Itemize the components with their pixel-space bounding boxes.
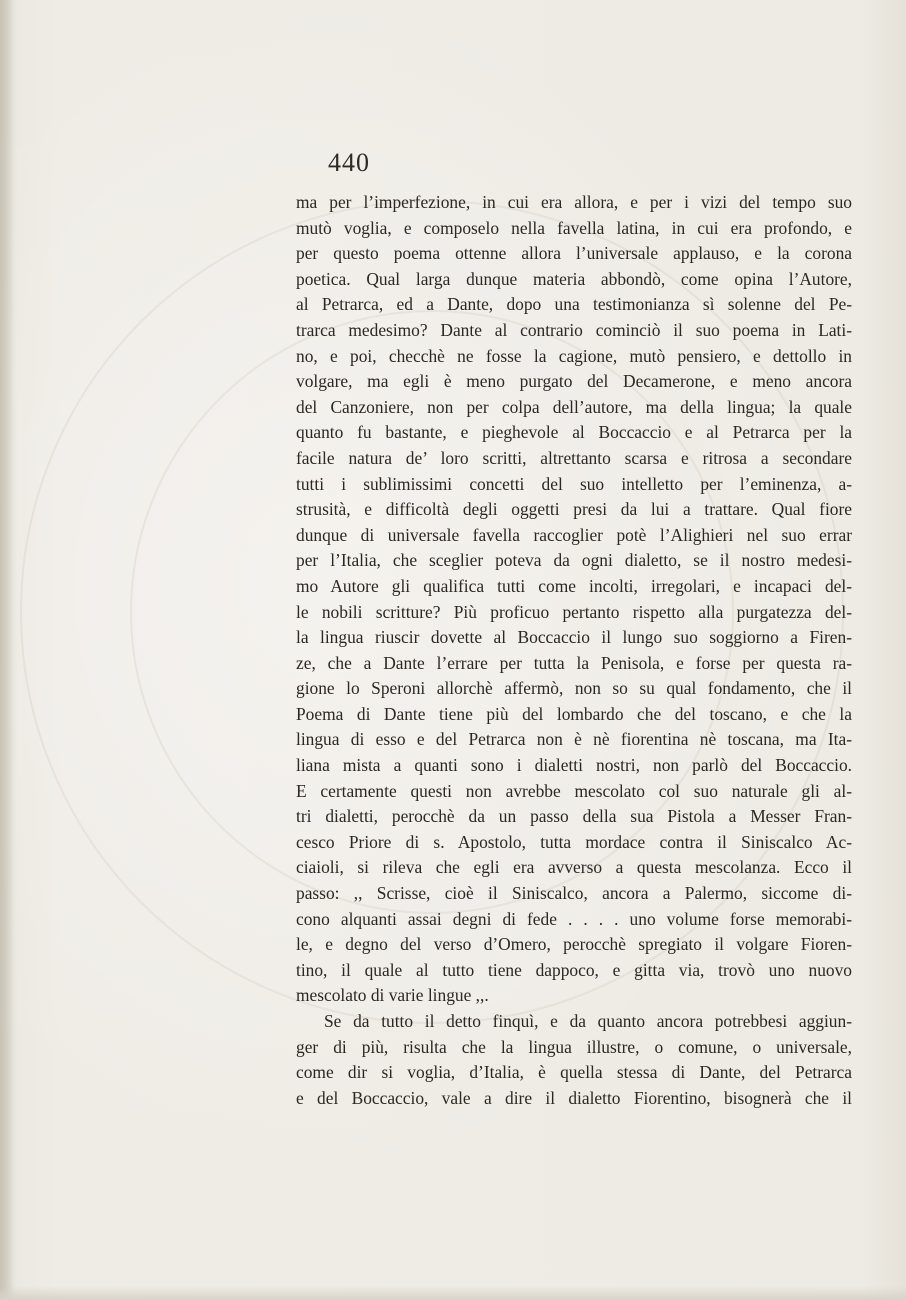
- text-line: passo: ,, Scrisse, cioè il Siniscalco, ancora a Palermo, siccome di-: [296, 883, 852, 904]
- text-line: per l’Italia, che sceglier poteva da ogni dialetto, se il nostro medesi-: [296, 550, 852, 571]
- text-line: E certamente questi non avrebbe mescolato col suo naturale gli al-: [296, 780, 852, 801]
- text-line: tino, il quale al tutto tiene dappoco, e gitta via, trovò uno nuovo: [296, 959, 852, 980]
- text-line: del Canzoniere, non per colpa dell’autore, ma della lingua; la quale: [296, 396, 852, 417]
- text-line: le, e degno del verso d’Omero, perocchè spregiato il volgare Fioren-: [296, 934, 852, 955]
- text-line: mutò voglia, e composelo nella favella latina, in cui era profondo, e: [296, 217, 852, 238]
- text-line: liana mista a quanti sono i dialetti nostri, non parlò del Boccaccio.: [296, 755, 852, 776]
- text-line: strusità, e difficoltà degli oggetti presi da lui a trattare. Qual fiore: [296, 499, 852, 520]
- text-line: gione lo Speroni allorchè affermò, non so su qual fondamento, che il: [296, 678, 852, 699]
- text-line: come dir si voglia, d’Italia, è quella stessa di Dante, del Petrarca: [296, 1062, 852, 1083]
- text-line: e del Boccaccio, vale a dire il dialetto Fiorentino, bisognerà che il: [296, 1087, 852, 1108]
- page-number: 440: [328, 148, 370, 177]
- text-line: per questo poema ottenne allora l’universale applauso, e la corona: [296, 243, 852, 264]
- text-line: ciaioli, si rileva che egli era avverso a questa mescolanza. Ecco il: [296, 857, 852, 878]
- text-line: al Petrarca, ed a Dante, dopo una testimonianza sì solenne del Pe-: [296, 294, 852, 315]
- text-line: dunque di universale favella raccoglier potè l’Alighieri nel suo errar: [296, 524, 852, 545]
- binding-edge: [0, 0, 14, 1300]
- text-line: lingua di esso e del Petrarca non è nè fiorentina nè toscana, ma Ita-: [296, 729, 852, 750]
- text-line: volgare, ma egli è meno purgato del Decamerone, e meno ancora: [296, 371, 852, 392]
- text-line: tutti i sublimissimi concetti del suo intelletto per l’eminenza, a-: [296, 473, 852, 494]
- text-line: cono alquanti assai degni di fede . . . . uno volume forse memorabi-: [296, 908, 852, 929]
- body-text: [296, 190, 852, 1111]
- text-line: la lingua riuscir dovette al Boccaccio il lungo suo soggiorno a Firen-: [296, 627, 852, 648]
- text-line: mescolato di varie lingue ,,.: [296, 985, 489, 1006]
- text-line: poetica. Qual larga dunque materia abbondò, come opina l’Autore,: [296, 268, 852, 289]
- text-line: ger di più, risulta che la lingua illustre, o comune, o universale,: [296, 1036, 852, 1057]
- text-line: quanto fu bastante, e pieghevole al Boccaccio e al Petrarca per la: [296, 422, 852, 443]
- text-line: no, e poi, checchè ne fosse la cagione, mutò pensiero, e dettollo in: [296, 345, 852, 366]
- page-bottom-edge: [0, 1286, 906, 1300]
- text-line: ze, che a Dante l’errare per tutta la Penisola, e forse per questa ra-: [296, 652, 852, 673]
- paragraph: [296, 1009, 852, 1111]
- text-line: ma per l’imperfezione, in cui era allora, e per i vizi del tempo suo: [296, 192, 852, 212]
- text-line: facile natura de’ loro scritti, altrettanto scarsa e ritrosa a secondare: [296, 447, 852, 468]
- text-line: Poema di Dante tiene più del lombardo che del toscano, e che la: [296, 703, 852, 724]
- text-line: Se da tutto il detto finquì, e da quanto ancora potrebbesi aggiun-: [324, 1011, 852, 1031]
- paragraph: [296, 190, 852, 1009]
- text-line: le nobili scritture? Più proficuo pertanto rispetto alla purgatezza del-: [296, 601, 852, 622]
- text-line: cesco Priore di s. Apostolo, tutta mordace contra il Siniscalco Ac-: [296, 831, 852, 852]
- text-line: mo Autore gli qualifica tutti come incolti, irregolari, e incapaci del-: [296, 575, 852, 596]
- text-line: trarca medesimo? Dante al contrario cominciò il suo poema in Lati-: [296, 319, 852, 340]
- text-line: tri dialetti, perocchè da un passo della sua Pistola a Messer Fran-: [296, 806, 852, 827]
